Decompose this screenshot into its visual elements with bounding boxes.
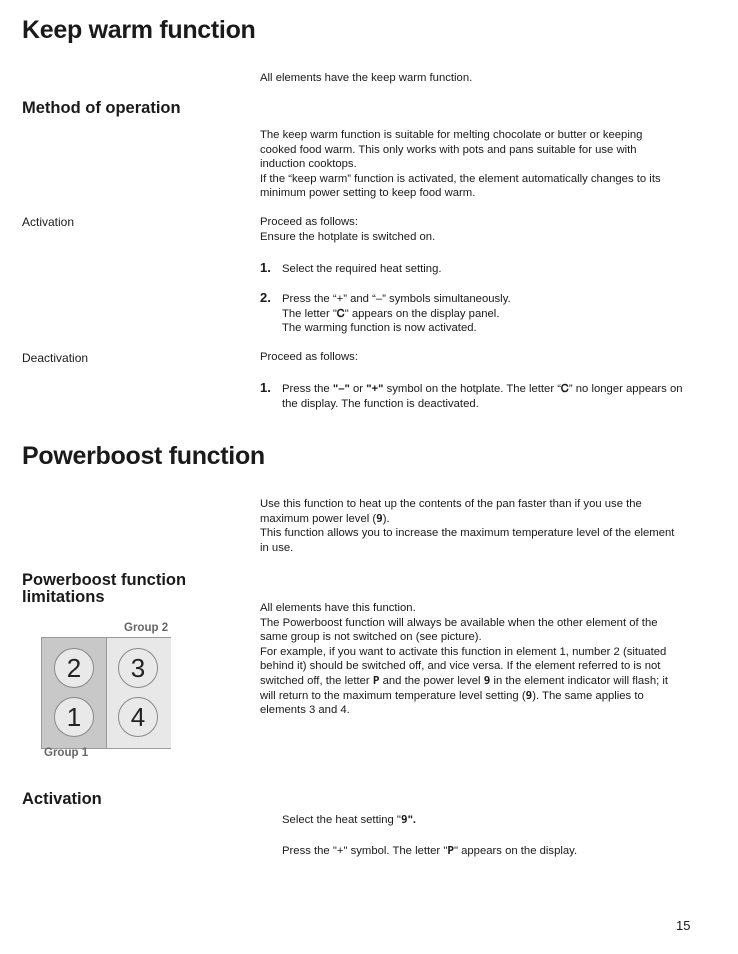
cooking-zone-4: 4 (118, 697, 158, 737)
display-p-glyph: P (447, 844, 454, 857)
powerboost-intro: Use this function to heat up the contents of the pan faster than if you use the maximum power level (9). This function allows you to increase the maximum temperature level of the element in use. (260, 498, 675, 554)
cooking-zone-2: 2 (54, 648, 94, 688)
cooking-zone-1: 1 (54, 697, 94, 737)
display-c-glyph: Ꮯ (336, 306, 345, 320)
activation-intro: Proceed as follows: Ensure the hotplate is switched on. (260, 216, 436, 243)
page-number: 15 (676, 918, 691, 933)
step-text: the display. The function is deactivated. (282, 397, 479, 410)
activation-label: Activation (22, 215, 75, 229)
step-number: 1. (260, 380, 271, 395)
keep-warm-intro: All elements have the keep warm function. (260, 72, 473, 84)
powerboost-activation-step-2: Press the "+" symbol. The letter "P" appears on the display. (282, 844, 578, 857)
limitations-heading: Powerboost function limitations (22, 571, 187, 606)
display-p-glyph: P (372, 673, 380, 687)
step-text: Select the required heat setting. (282, 263, 442, 275)
cooktop-group-diagram (41, 637, 171, 749)
step-number: 2. (260, 290, 271, 305)
deactivation-intro: Proceed as follows: (260, 351, 358, 363)
group-1-label: Group 1 (44, 747, 89, 759)
display-c-glyph: Ꮯ (561, 382, 569, 395)
step-text: Press the “+” and “–” symbols simultaneously. (282, 293, 511, 305)
display-9-glyph: 9 (525, 688, 533, 702)
limitations-text: All elements have this function. The Powerboost function will always be available when the other element of the same group is not switched on (see picture). For example, if you want to activate this function in element 1, number 2 (situated behind it) should be switched off, and vice versa. If the element referred to is not switched off, the letter P and the power level 9 in the element indicator will flash; it will return to the maximum temperature level setting (9). The same applies to elements 3 and 4. (260, 602, 669, 717)
display-9-glyph: 9 (400, 813, 408, 826)
cooking-zone-3: 3 (118, 648, 158, 688)
powerboost-activation-step-1: Select the heat setting "9". (282, 813, 417, 826)
group-2-label: Group 2 (124, 622, 169, 634)
deactivation-label: Deactivation (22, 351, 89, 365)
display-9-glyph: 9 (483, 673, 491, 687)
display-9-glyph: 9 (376, 511, 383, 525)
step-text: The warming function is now activated. (282, 322, 477, 335)
method-text: The keep warm function is suitable for melting chocolate or butter or keeping cooked food warm. This only works with pots and pans suitable for use with induction cooktops. If the “keep warm” function is activated, the element automatically changes to its minimum power setting to keep food warm. (260, 129, 661, 200)
powerboost-activation-heading: Activation (22, 790, 102, 808)
step-number: 1. (260, 260, 271, 275)
keep-warm-title: Keep warm function (22, 16, 256, 44)
powerboost-title: Powerboost function (22, 442, 265, 470)
method-heading: Method of operation (22, 99, 181, 117)
step-text: The letter "Ꮯ" appears on the display panel. (282, 306, 500, 320)
step-text: Press the "–" or "+" symbol on the hotplate. The letter “Ꮯ” no longer appears on (282, 382, 683, 395)
